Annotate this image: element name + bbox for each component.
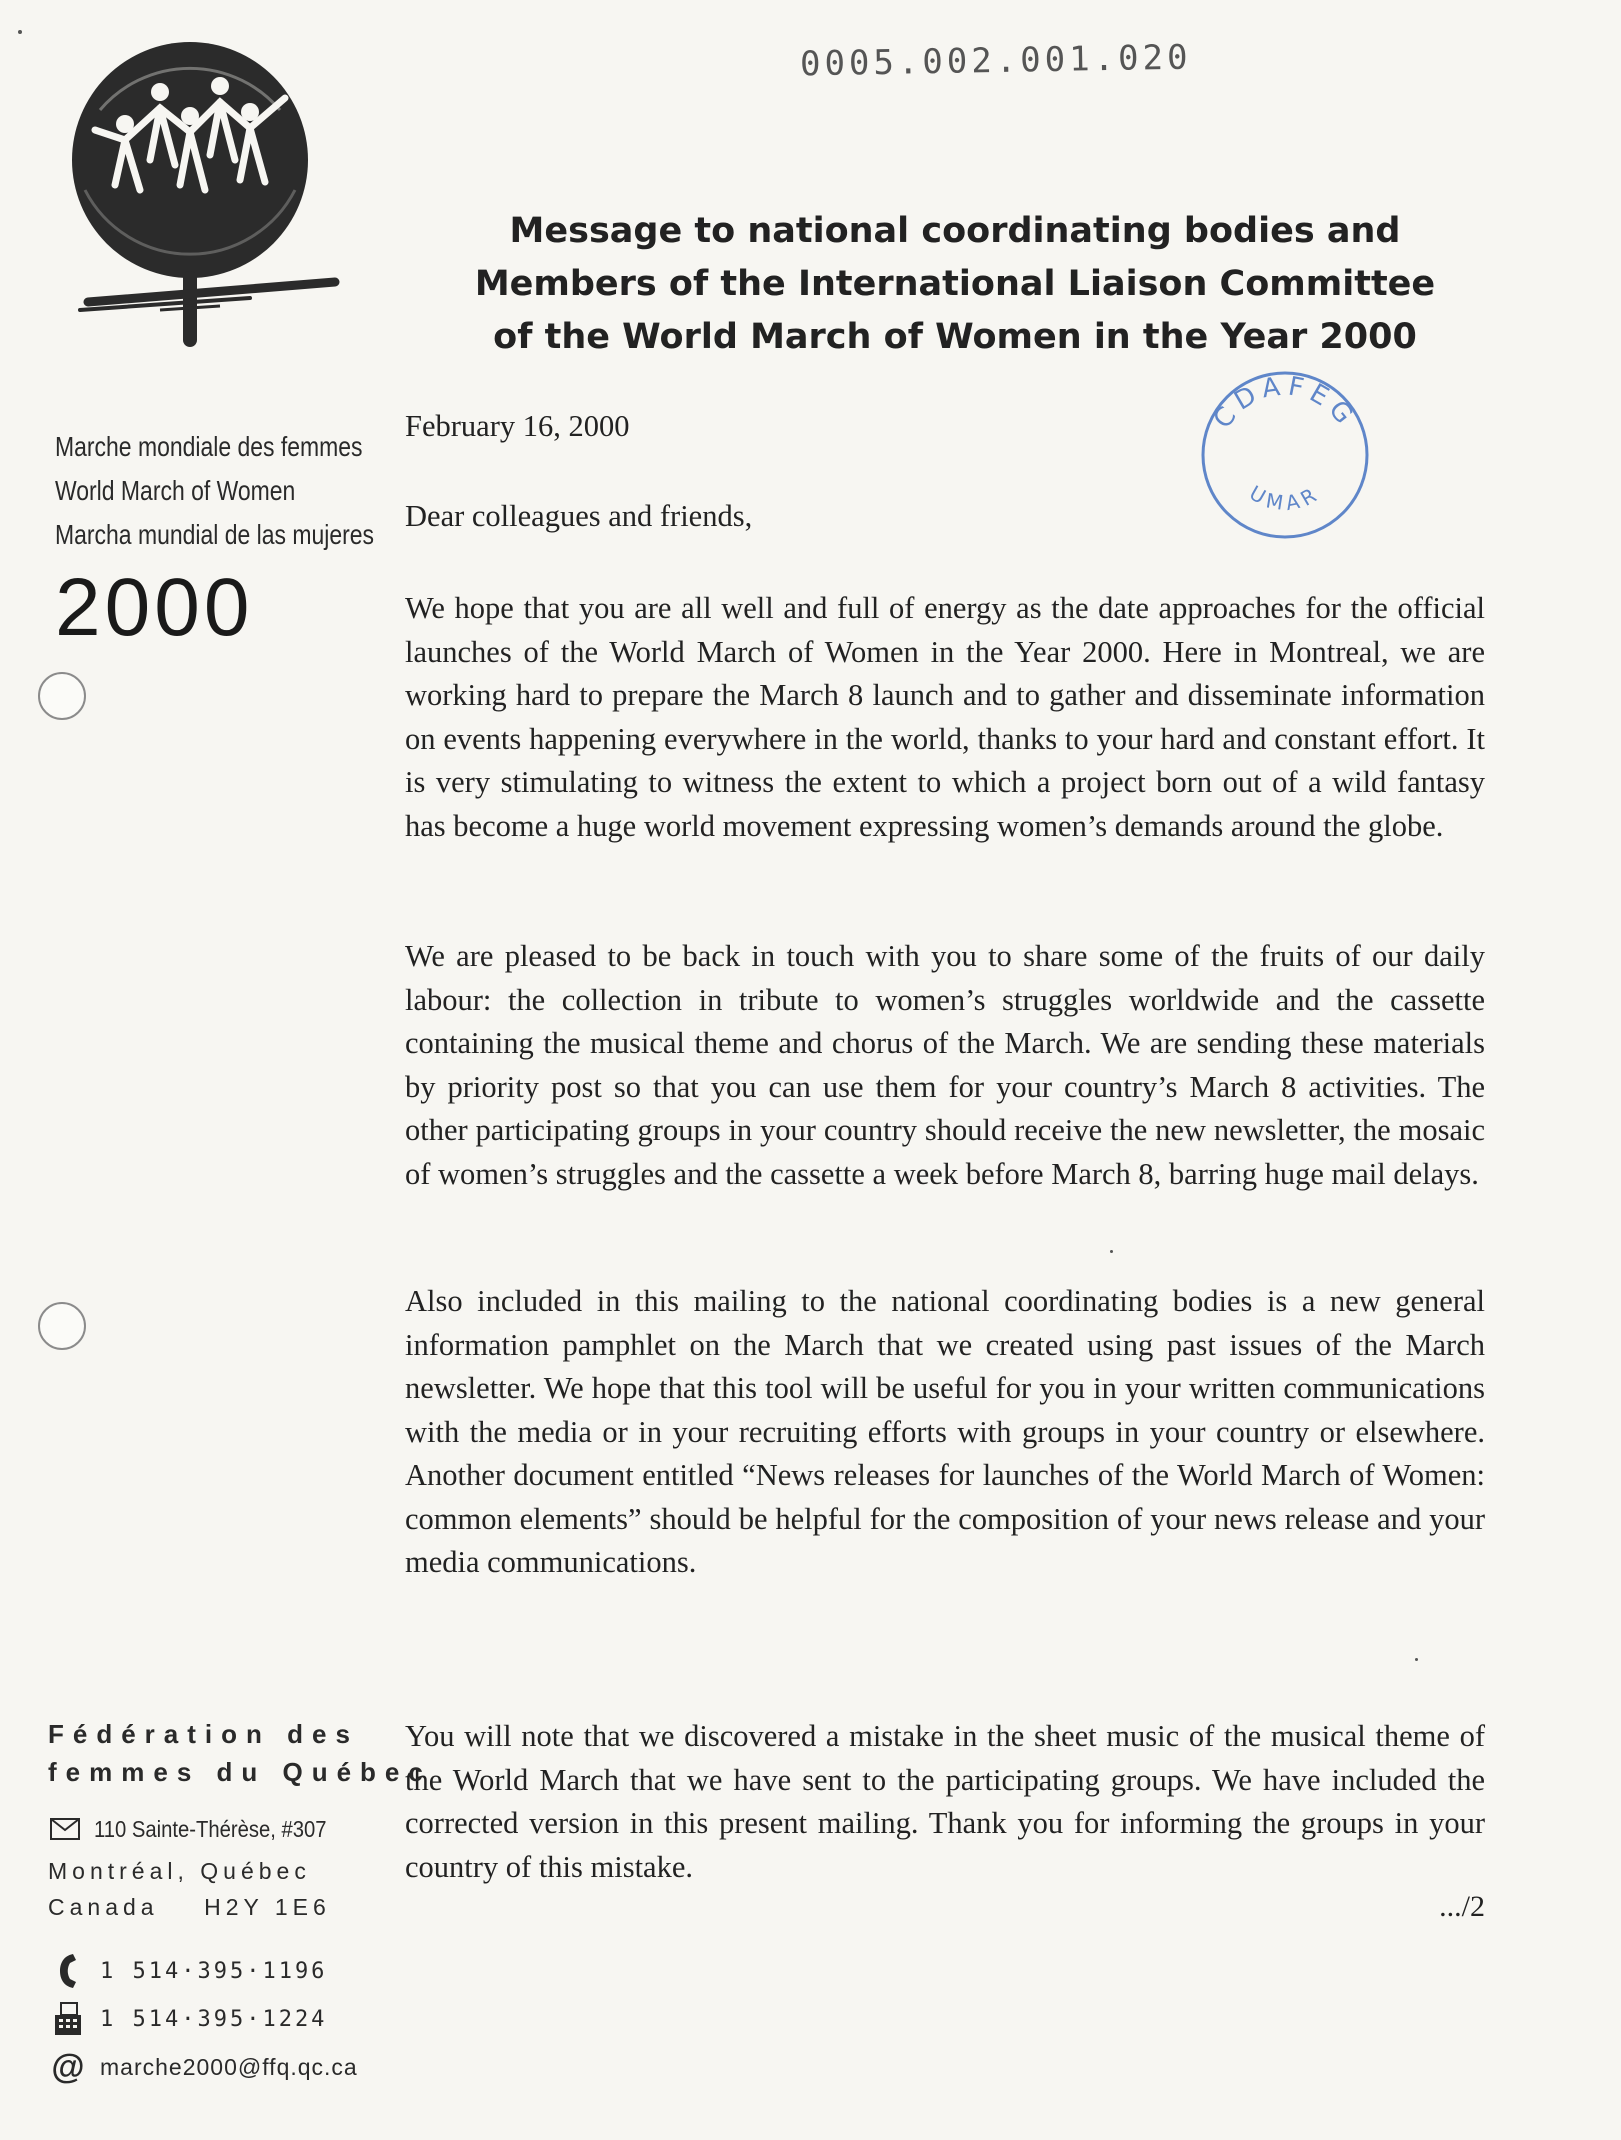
title-line: of the World March of Women in the Year 2000	[493, 317, 1417, 357]
at-sign-icon: @	[51, 2047, 85, 2086]
punch-hole-bottom	[38, 1302, 86, 1350]
page-continuation: .../2	[1439, 1890, 1485, 1923]
org-name-french: Marche mondiale des femmes	[55, 431, 363, 462]
scan-speck	[1415, 1658, 1418, 1661]
stamp-top-text: CDAFEG	[1207, 371, 1363, 435]
phone-row	[48, 1947, 358, 1995]
letter-paragraph	[405, 587, 1485, 848]
email-address[interactable]: marche2000@ffq.qc.ca	[100, 2053, 358, 2080]
phone-icon	[48, 1951, 88, 1991]
paragraph-text: Also included in this mailing to the national coordinating bodies is a new general information pamphlet on the March that we created using past issues of the March newsletter. We hope that this tool will be useful for you in your written communications with the media or in your recruiting efforts with groups in your country or elsewhere. Another document entitled “News releases for launches of the World March of Women: common elements” should be helpful for the composition of your news release and your media communications.	[405, 1284, 1485, 1579]
org-year: 2000	[55, 562, 254, 653]
world-march-logo-icon	[40, 20, 350, 410]
letter-paragraph	[405, 1280, 1485, 1585]
address-street: 110 Sainte-Thérèse, #307	[93, 1816, 327, 1842]
address-country: Canada H2Y 1E6	[48, 1894, 331, 1920]
fax-icon	[48, 1999, 88, 2039]
letter-salutation: Dear colleagues and friends,	[405, 499, 753, 533]
email-row	[48, 2043, 358, 2091]
fax-number: 1 514·395·1224	[100, 2006, 328, 2032]
title-line: Members of the International Liaison Committee	[474, 264, 1436, 304]
stamp-bottom-text: UMAR	[1245, 480, 1325, 516]
punch-hole-top	[38, 672, 86, 720]
org-name-english: World March of Women	[55, 475, 296, 506]
address-city: Montréal, Québec	[48, 1858, 311, 1884]
paragraph-text: We hope that you are all well and full of energy as the date approaches for the official launches of the World March of Women in the Year 2000. Here in Montreal, we are working hard to prepare the March 8 launch and to gather and disseminate information on events happening everywhere in the world, thanks to your hard and constant effort. It is very stimulating to witness the extent to which a project born out of a wild fantasy has become a huge world movement expressing women’s demands around the globe.	[405, 591, 1485, 843]
organization-names	[55, 425, 375, 653]
title-line: Message to national coordinating bodies and	[509, 211, 1401, 251]
letter-paragraph	[405, 1715, 1485, 1889]
letter-date: February 16, 2000	[405, 409, 630, 443]
federation-name-line: Fédération des	[48, 1719, 359, 1749]
org-name-spanish: Marcha mundial de las mujeres	[55, 519, 375, 550]
letter-paragraph	[405, 935, 1485, 1196]
letter-title	[430, 205, 1480, 364]
paragraph-text: We are pleased to be back in touch with you to share some of the fruits of our daily labour: the collection in tribute to women’s struggles worldwide and the cassette containing the musical theme and chorus of the March. We are sending these materials by priority post so that you can use them for your country’s March 8 activities. The other participating groups in your country should receive the new newsletter, the mosaic of women’s struggles and the cassette a week before March 8, barring huge mail delays.	[405, 939, 1485, 1191]
archive-number: 0005.002.001.020	[799, 37, 1192, 85]
phone-number: 1 514·395·1196	[100, 1958, 328, 1984]
scan-speck	[18, 30, 22, 34]
federation-contact-block	[48, 1715, 432, 2091]
address-row	[48, 1805, 358, 1853]
envelope-icon	[48, 1809, 82, 1849]
scan-speck	[1110, 1250, 1113, 1253]
paragraph-text: You will note that we discovered a mistake in the sheet music of the musical theme of the World March that we have sent to the participating groups. We have included the corrected version in this present mailing. Thank you for informing the groups in your country of this mistake.	[405, 1719, 1485, 1884]
federation-name-line: femmes du Québec	[48, 1757, 432, 1787]
fax-row	[48, 1995, 358, 2043]
